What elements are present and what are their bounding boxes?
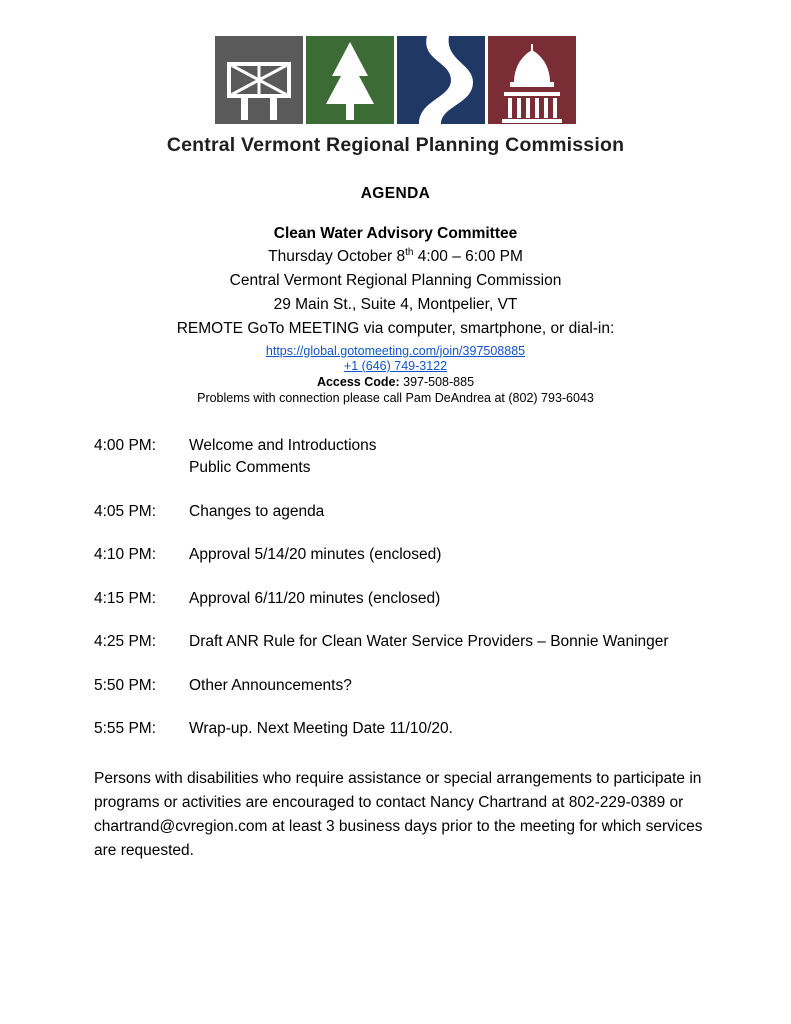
agenda-item-time: 4:15 PM: bbox=[94, 589, 157, 607]
agenda-item-time: 4:05 PM: bbox=[94, 502, 157, 520]
agenda-item-time: 5:50 PM: bbox=[94, 676, 157, 694]
agenda-item-list bbox=[72, 435, 719, 741]
statehouse-dome-icon bbox=[488, 36, 576, 124]
access-code-row bbox=[72, 375, 719, 389]
agenda-item-time: 4:25 PM: bbox=[94, 633, 157, 651]
meeting-address: 29 Main St., Suite 4, Montpelier, VT bbox=[273, 296, 518, 313]
agenda-item bbox=[94, 435, 719, 480]
agenda-item bbox=[94, 544, 719, 566]
agenda-item-time: 5:55 PM: bbox=[94, 720, 157, 738]
meeting-link-row bbox=[72, 344, 719, 358]
agenda-item-time: 4:10 PM: bbox=[94, 546, 157, 564]
logo-tiles bbox=[215, 36, 576, 124]
remote-meeting-line: REMOTE GoTo MEETING via computer, smartphone, or dial-in: bbox=[176, 319, 615, 337]
agenda-item bbox=[94, 631, 719, 653]
dial-in-phone-link[interactable]: +1 (646) 749-3122 bbox=[343, 358, 448, 373]
meeting-date-suffix: 4:00 – 6:00 PM bbox=[413, 248, 523, 266]
gotomeeting-link[interactable]: https://global.gotomeeting.com/join/397508885 bbox=[265, 343, 526, 358]
agenda-item-description: Approval 6/11/20 minutes (enclosed) bbox=[189, 589, 441, 607]
river-icon bbox=[397, 36, 485, 124]
tree-icon-art bbox=[306, 36, 394, 124]
meeting-date-prefix: Thursday October 8 bbox=[268, 248, 406, 266]
agenda-item-description: Approval 5/14/20 minutes (enclosed) bbox=[189, 546, 442, 564]
dome-icon-art bbox=[488, 36, 576, 124]
agenda-item-description: Changes to agenda bbox=[189, 502, 325, 520]
river-icon-art bbox=[397, 36, 485, 124]
access-code-label: Access Code: bbox=[316, 374, 400, 389]
agenda-item-main: Welcome and Introductions bbox=[189, 436, 377, 454]
accessibility-note: Persons with disabilities who require assistance or special arrangements to participate in programs or activities are encouraged to contact Nancy Chartrand at 802-229-0389 or chartrand@cvregion.com at least 3 business days prior to the meeting for which services are requested. bbox=[94, 769, 703, 859]
bridge-icon-art bbox=[215, 36, 303, 124]
organization-name: Central Vermont Regional Planning Commission bbox=[166, 134, 625, 156]
agenda-item-description: Wrap-up. Next Meeting Date 11/10/20. bbox=[189, 720, 453, 738]
dial-in-row bbox=[72, 359, 719, 373]
agenda-item bbox=[94, 588, 719, 610]
tree-icon bbox=[306, 36, 394, 124]
agenda-item bbox=[94, 718, 719, 740]
committee-name: Clean Water Advisory Committee bbox=[273, 225, 518, 242]
meeting-organization: Central Vermont Regional Planning Commission bbox=[229, 272, 562, 290]
page-title: AGENDA bbox=[360, 185, 431, 202]
access-code-value: 397-508-885 bbox=[403, 374, 475, 389]
agenda-item-description: Draft ANR Rule for Clean Water Service Providers – Bonnie Waninger bbox=[189, 633, 669, 651]
agenda-item-time: 4:00 PM: bbox=[94, 436, 157, 454]
meeting-date bbox=[72, 246, 719, 268]
connection-help-line: Problems with connection please call Pam DeAndrea at (802) 793-6043 bbox=[197, 390, 594, 405]
agenda-item bbox=[94, 675, 719, 697]
agenda-item-description bbox=[189, 435, 719, 480]
meeting-date-ordinal: th bbox=[405, 247, 414, 258]
bridge-icon bbox=[215, 36, 303, 124]
agenda-item-description: Other Announcements? bbox=[189, 676, 352, 694]
agenda-item-sub: Public Comments bbox=[189, 459, 311, 477]
agenda-item bbox=[94, 501, 719, 523]
organization-logo bbox=[72, 0, 719, 157]
